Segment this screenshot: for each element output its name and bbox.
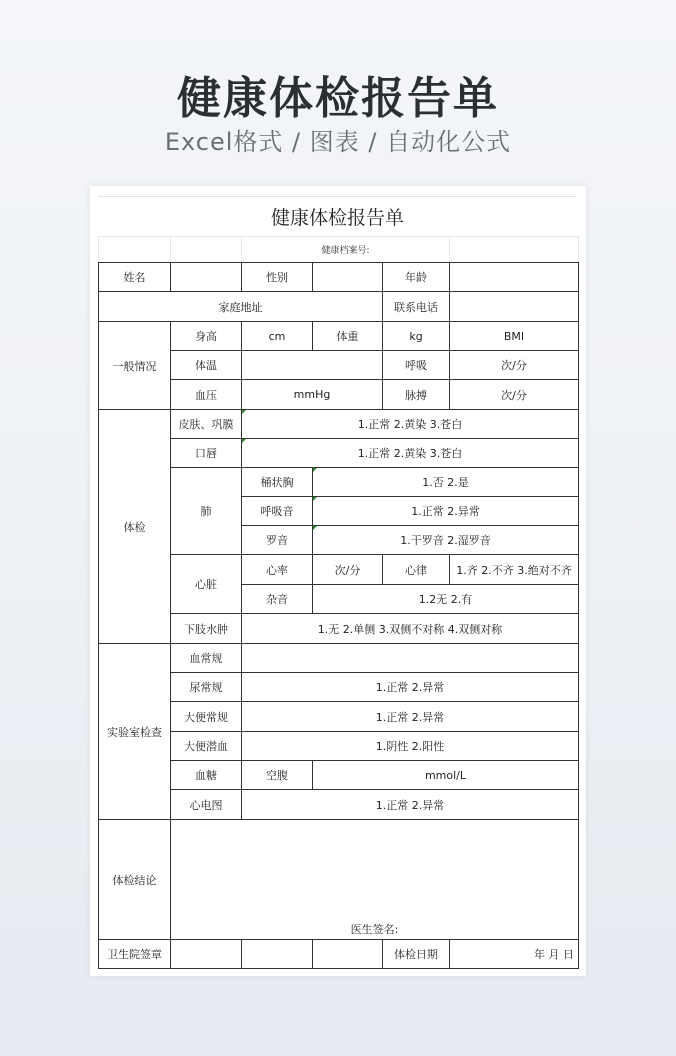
barrel-options[interactable]: 1.否 2.是 — [313, 468, 579, 497]
heart-rate-unit[interactable]: 次/分 — [313, 555, 383, 585]
report-table — [98, 236, 579, 969]
skin-options[interactable]: 1.正常 2.黄染 3.苍白 — [242, 410, 579, 439]
stool-options[interactable]: 1.正常 2.异常 — [242, 702, 579, 732]
glucose-unit[interactable]: mmol/L — [313, 761, 579, 790]
rhythm-options[interactable]: 1.齐 2.不齐 3.绝对不齐 — [450, 555, 579, 585]
stool-label: 大便常规 — [171, 702, 242, 732]
age-value[interactable] — [450, 263, 579, 292]
gender-label: 性别 — [242, 263, 313, 292]
fasting-label: 空腹 — [242, 761, 313, 790]
breath-unit[interactable]: 次/分 — [450, 351, 579, 380]
seal-cell[interactable] — [242, 940, 313, 969]
bmi-label[interactable]: BMI — [450, 322, 579, 351]
blood-routine-label: 血常规 — [171, 644, 242, 673]
breath-label: 呼吸 — [383, 351, 450, 380]
height-label: 身高 — [171, 322, 242, 351]
ecg-label: 心电图 — [171, 790, 242, 820]
conclusion-label: 体检结论 — [99, 820, 171, 940]
ecg-options[interactable]: 1.正常 2.异常 — [242, 790, 579, 820]
occult-label: 大便潜血 — [171, 732, 242, 761]
rale-options[interactable]: 1.干罗音 2.湿罗音 — [313, 526, 579, 555]
exam-section-label: 体检 — [99, 410, 171, 644]
height-unit[interactable]: cm — [242, 322, 313, 351]
form-title: 健康体检报告单 — [98, 196, 577, 237]
record-no-value[interactable] — [450, 237, 579, 263]
lips-label: 口唇 — [171, 439, 242, 468]
heart-label: 心脏 — [171, 555, 242, 614]
urine-options[interactable]: 1.正常 2.异常 — [242, 673, 579, 702]
seal-cell[interactable] — [313, 940, 383, 969]
conclusion-area[interactable] — [171, 820, 579, 940]
age-label: 年龄 — [383, 263, 450, 292]
barrel-label: 桶状胸 — [242, 468, 313, 497]
subtitle: Excel格式 / 图表 / 自动化公式 — [164, 128, 512, 156]
weight-unit[interactable]: kg — [383, 322, 450, 351]
exam-date-value[interactable]: 年 月 日 — [450, 940, 579, 969]
edema-options[interactable]: 1.无 2.单侧 3.双侧不对称 4.双侧对称 — [242, 614, 579, 644]
lips-options[interactable]: 1.正常 2.黄染 3.苍白 — [242, 439, 579, 468]
name-value[interactable] — [171, 263, 242, 292]
phone-label: 联系电话 — [383, 292, 450, 322]
edema-label: 下肢水肿 — [171, 614, 242, 644]
address-label: 家庭地址 — [99, 292, 383, 322]
seal-cell[interactable] — [171, 940, 242, 969]
urine-label: 尿常规 — [171, 673, 242, 702]
occult-options[interactable]: 1.阴性 2.阳性 — [242, 732, 579, 761]
exam-date-label: 体检日期 — [383, 940, 450, 969]
lung-label: 肺 — [171, 468, 242, 555]
general-section-label: 一般情况 — [99, 322, 171, 410]
skin-label: 皮肤、巩膜 — [171, 410, 242, 439]
blank-cell — [99, 237, 171, 263]
pulse-unit[interactable]: 次/分 — [450, 380, 579, 410]
murmur-label: 杂音 — [242, 585, 313, 614]
hospital-seal-label: 卫生院签章 — [99, 940, 171, 969]
record-no-label: 健康档案号: — [242, 237, 450, 263]
blood-routine-value[interactable] — [242, 644, 579, 673]
bp-unit[interactable]: mmHg — [242, 380, 383, 410]
temp-value[interactable] — [242, 351, 383, 380]
glucose-label: 血糖 — [171, 761, 242, 790]
doctor-sign-label: 医生签名: — [350, 923, 399, 936]
rhythm-label: 心律 — [383, 555, 450, 585]
bp-label: 血压 — [171, 380, 242, 410]
breath-sound-label: 呼吸音 — [242, 497, 313, 526]
lab-section-label: 实验室检查 — [99, 644, 171, 820]
temp-label: 体温 — [171, 351, 242, 380]
blank-cell — [171, 237, 242, 263]
breath-sound-options[interactable]: 1.正常 2.异常 — [313, 497, 579, 526]
rale-label: 罗音 — [242, 526, 313, 555]
phone-value[interactable] — [450, 292, 579, 322]
heart-rate-label: 心率 — [242, 555, 313, 585]
gender-value[interactable] — [313, 263, 383, 292]
pulse-label: 脉搏 — [383, 380, 450, 410]
main-title: 健康体检报告单 — [177, 73, 499, 124]
name-label: 姓名 — [99, 263, 171, 292]
murmur-options[interactable]: 1.2无 2.有 — [313, 585, 579, 614]
weight-label: 体重 — [313, 322, 383, 351]
